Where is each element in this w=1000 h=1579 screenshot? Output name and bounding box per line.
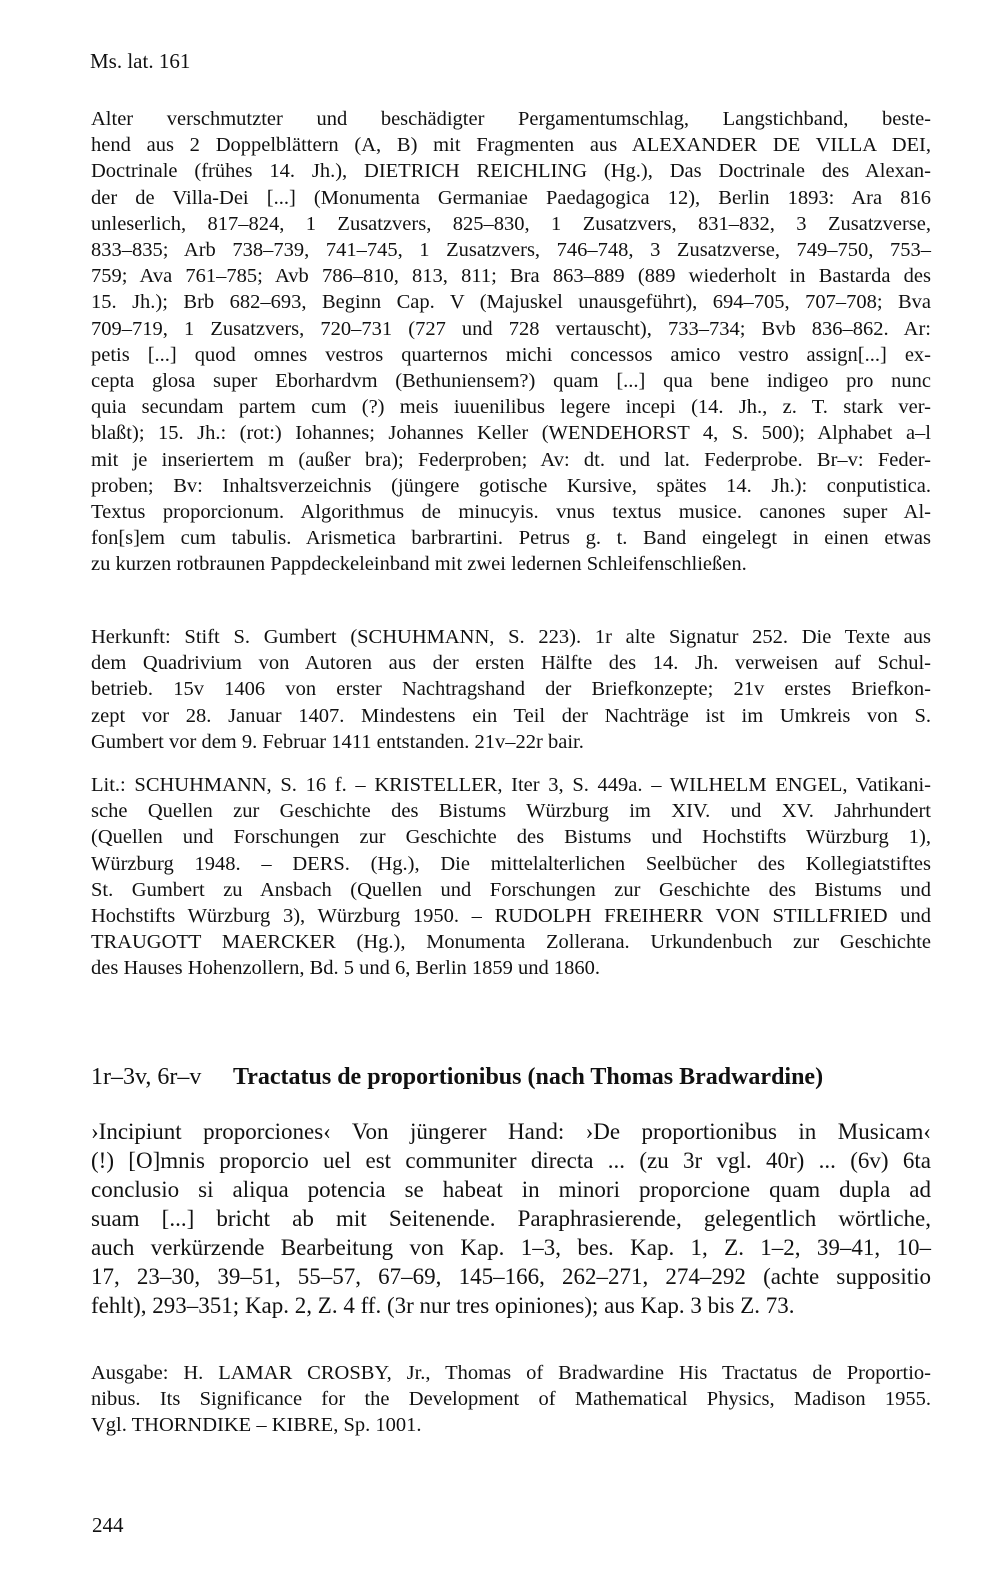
text-line: Herkunft: Stift S. Gumbert (SCHUHMANN, S. 223). 1r alte Signatur 252. Die Texte aus [91,626,931,648]
text-line: Alter verschmutzter und beschädigter Pergamentumschlag, Langstichband, beste- [91,108,931,130]
text-line: blaßt); 15. Jh.: (rot:) Iohannes; Johannes Keller (WENDEHORST 4, S. 500); Alphabet a–l [91,422,931,445]
text-line: Vgl. THORNDIKE – KIBRE, Sp. 1001. [91,1414,422,1437]
folio-range: 1r–3v, 6r–v [91,1064,202,1090]
text-line: TRAUGOTT MAERCKER (Hg.), Monumenta Zollerana. Urkundenbuch zur Geschichte [91,931,931,954]
provenance-paragraph [91,624,931,755]
page-number: 244 [92,1513,124,1537]
text-line: quia secundam partem cum (?) meis iuuenilibus legere incepi (14. Jh., z. T. stark ver- [91,396,931,419]
section-heading [91,1062,931,1092]
text-line: hend aus 2 Doppelblättern (A, B) mit Fragmenten aus ALEXANDER DE VILLA DEI, [91,134,931,157]
text-line: Hochstifts Würzburg 3), Würzburg 1950. – RUDOLPH FREIHERR VON STILLFRIED und [91,905,931,928]
text-line: Doctrinale (frühes 14. Jh.), DIETRICH REICHLING (Hg.), Das Doctrinale des Alexan- [91,160,931,183]
text-line: Würzburg 1948. – DERS. (Hg.), Die mittelalterlichen Seelbücher des Kollegiatstiftes [91,852,931,875]
text-line: Gumbert vor dem 9. Februar 1411 entstanden. 21v–22r bair. [91,730,584,753]
text-line: 709–719, 1 Zusatzvers, 720–731 (727 und 728 vertauscht), 733–734; Bvb 836–862. Ar: [91,317,931,340]
text-line: des Hauses Hohenzollern, Bd. 5 und 6, Berlin 1859 und 1860. [91,957,601,980]
text-line: mit je inseriertem m (außer bra); Federproben; Av: dt. und lat. Federprobe. Br–v: Feder- [91,448,931,471]
text-line: Ausgabe: H. LAMAR CROSBY, Jr., Thomas of Bradwardine His Tractatus de Proportio- [91,1362,931,1384]
text-line: zu kurzen rotbraunen Pappdeckeleinband mit zwei ledernen Schleifenschließen. [91,553,747,576]
shelfmark-header: Ms. lat. 161 [90,49,191,73]
text-line: unleserlich, 817–824, 1 Zusatzvers, 825–830, 1 Zusatzvers, 831–832, 3 Zusatzverse, [91,212,931,235]
text-line: Textus proporcionum. Algorithmus de minucyis. vnus textus musice. canones super Al- [91,501,931,524]
description-paragraph [91,106,931,578]
incipit-paragraph [91,1117,931,1320]
text-line: (!) [O]mnis proporcio uel est communiter directa ... (zu 3r vgl. 40r) ... (6v) 6ta [91,1148,931,1173]
text-line: ›Incipiunt proporciones‹ Von jüngerer Hand: ›De proportionibus in Musicam‹ [91,1119,931,1144]
text-line: conclusio si aliqua potencia se habeat in minori proporcione quam dupla ad [91,1177,931,1202]
text-line: 833–835; Arb 738–739, 741–745, 1 Zusatzvers, 746–748, 3 Zusatzverse, 749–750, 753– [91,239,931,262]
text-line: betrieb. 15v 1406 von erster Nachtragshand der Briefkonzepte; 21v erstes Briefkon- [91,678,931,701]
text-line: fehlt), 293–351; Kap. 2, Z. 4 ff. (3r nur tres opiniones); aus Kap. 3 bis Z. 73. [91,1293,795,1318]
section-title: Tractatus de proportionibus (nach Thomas Bradwardine) [233,1064,824,1090]
text-line: 759; Ava 761–785; Avb 786–810, 813, 811; Bra 863–889 (889 wiederholt in Bastarda des [91,265,931,288]
edition-paragraph [91,1360,931,1439]
text-line: der de Villa-Dei [...] (Monumenta Germaniae Paedagogica 12), Berlin 1893: Ara 816 [91,186,931,209]
text-line: St. Gumbert zu Ansbach (Quellen und Forschungen zur Geschichte des Bistums und [91,878,931,901]
text-line: zept vor 28. Januar 1407. Mindestens ein Teil der Nachträge ist im Umkreis von S. [91,704,931,727]
text-line: petis [...] quod omnes vestros quarternos michi concessos amico vestro assign[...] ex- [91,343,931,366]
text-line: (Quellen und Forschungen zur Geschichte des Bistums und Hochstifts Würzburg 1), [91,826,931,849]
literature-paragraph [91,772,931,982]
text-line: dem Quadrivium von Autoren aus der ersten Hälfte des 14. Jh. verweisen auf Schul- [91,652,931,675]
text-line: Lit.: SCHUHMANN, S. 16 f. – KRISTELLER, Iter 3, S. 449a. – WILHELM ENGEL, Vatikani- [91,774,931,796]
text-line: fon[s]em cum tabulis. Arismetica barbrartini. Petrus g. t. Band eingelegt in einen etwas [91,527,931,550]
text-line: 15. Jh.); Brb 682–693, Beginn Cap. V (Majuskel unausgeführt), 694–705, 707–708; Bva [91,291,931,314]
text-line: proben; Bv: Inhaltsverzeichnis (jüngere gotische Kursive, spätes 14. Jh.): conputistica. [91,474,931,497]
text-line: 17, 23–30, 39–51, 55–57, 67–69, 145–166, 262–271, 274–292 (achte suppositio [91,1264,931,1289]
text-line: sche Quellen zur Geschichte des Bistums Würzburg im XIV. und XV. Jahrhundert [91,800,931,823]
text-line: cepta glosa super Eborhardvm (Bethuniensem?) quam [...] qua bene indigeo pro nunc [91,370,931,393]
text-line: nibus. Its Significance for the Development of Mathematical Physics, Madison 1955. [91,1388,931,1411]
text-line: suam [...] bricht ab mit Seitenende. Paraphrasierende, gelegentlich wörtliche, [91,1206,931,1231]
text-line: auch verkürzende Bearbeitung von Kap. 1–3, bes. Kap. 1, Z. 1–2, 39–41, 10– [91,1235,931,1260]
